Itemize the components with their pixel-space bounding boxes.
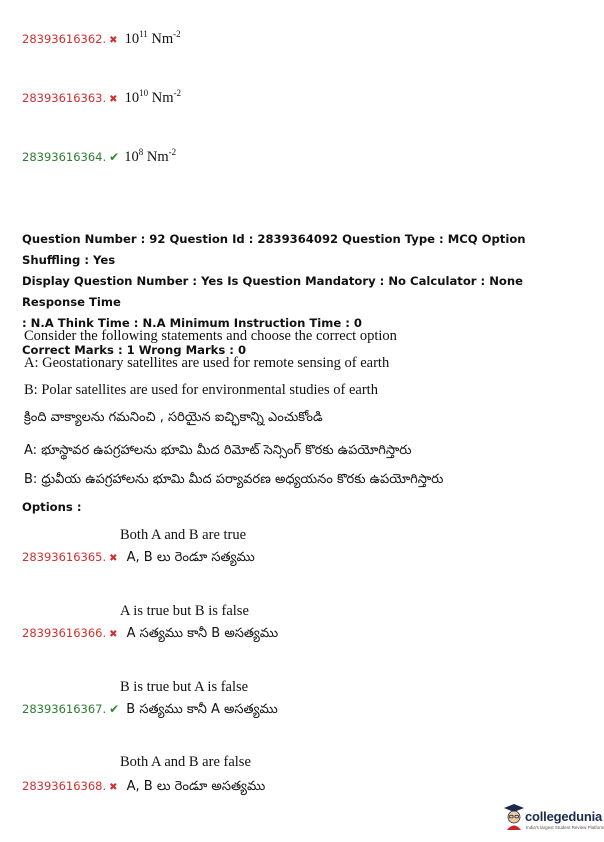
correct-check-icon: ✔ [109, 150, 120, 164]
option-answer: $10^{10}$ $Nm^{-2}$ [124, 88, 181, 106]
prev-option-3 [22, 146, 176, 166]
brand-name: collegedunia [525, 809, 603, 824]
wrong-mark-icon: ✖ [109, 35, 118, 46]
option-id: 28393616365. [22, 550, 107, 564]
meta-line-1: Question Number : 92 Question Id : 2839364092 Question Type : MCQ Option Shuffling : Yes [22, 232, 526, 267]
correct-check-icon: ✔ [109, 702, 120, 716]
statement-b-telugu: B: ధ్రువీయ ఉపగ్రహాలను భూమి మీద పర్యావరణ అధ్యయనం కొరకు ఉపయోగిస్తారు [24, 472, 444, 487]
option-telugu: A సత్యము కానీ B అసత్యము [126, 626, 279, 641]
option-id: 28393616364. [22, 150, 107, 164]
option-id: 28393616366. [22, 626, 107, 640]
statement-a-telugu: A: భూస్థావర ఉపగ్రహాలను భూమి మీద రిమోట్ సెన్సింగ్ కొరకు ఉపయోగిస్తారు [24, 443, 412, 458]
meta-line-2: Display Question Number : Yes Is Question Mandatory : No Calculator : None Response Time [22, 274, 524, 309]
option-2 [22, 622, 278, 644]
option-telugu: A, B లు రెండూ అసత్యము [126, 779, 266, 794]
marks-line: Correct Marks : 1 Wrong Marks : 0 [22, 343, 247, 357]
option-id: 28393616367. [22, 702, 107, 716]
option-id: 28393616368. [22, 779, 107, 793]
wrong-mark-icon: ✖ [109, 782, 118, 793]
option-3-english: B is true but A is false [120, 679, 249, 695]
options-label: Options : [22, 500, 82, 514]
stem-telugu: క్రింది వాక్యాలను గమనించి , సరియైన ఐచ్ఛికాన్ని ఎంచుకోండి [24, 410, 323, 425]
option-2-english: A is true but B is false [120, 603, 249, 619]
option-1 [22, 546, 255, 568]
option-telugu: B సత్యము కానీ A అసత్యము [126, 702, 278, 717]
stem-english: Consider the following statements and choose the correct option [24, 328, 397, 344]
statement-a-english: A: Geostationary satellites are used for remote sensing of earth [24, 355, 390, 371]
option-telugu: A, B లు రెండూ సత్యము [126, 550, 255, 565]
option-answer: $10^{11}$ $Nm^{-2}$ [124, 29, 181, 47]
option-id: 28393616362. [22, 32, 107, 46]
option-id: 28393616363. [22, 91, 107, 105]
meta-line-3: : N.A Think Time : N.A Minimum Instruction Time : 0 [22, 316, 362, 330]
statement-b-english: B: Polar satellites are used for environmental studies of earth [24, 382, 378, 398]
wrong-mark-icon: ✖ [109, 94, 118, 105]
option-4 [22, 775, 265, 797]
option-answer: $10^8$ $Nm^{-2}$ [124, 147, 177, 165]
option-1-english: Both A and B are true [120, 527, 247, 543]
collegedunia-logo [503, 803, 604, 833]
brand-tagline: India's largest Student Review Platform [526, 825, 604, 830]
prev-option-2 [22, 87, 181, 107]
graduate-mascot-icon [503, 803, 525, 831]
wrong-mark-icon: ✖ [109, 629, 118, 640]
option-3 [22, 698, 278, 720]
prev-option-1 [22, 28, 181, 48]
option-4-english: Both A and B are false [120, 754, 251, 770]
wrong-mark-icon: ✖ [109, 553, 118, 564]
